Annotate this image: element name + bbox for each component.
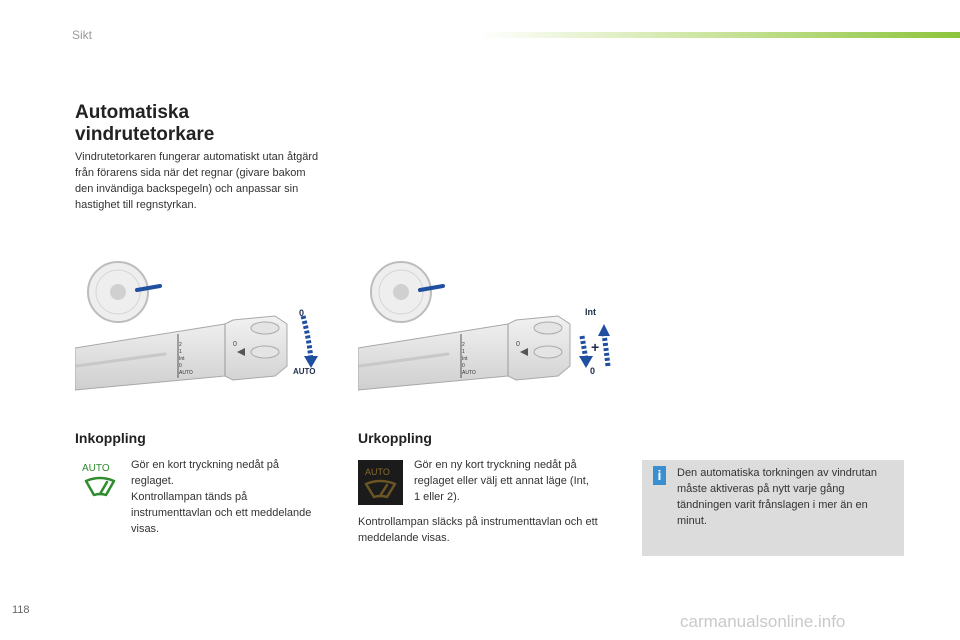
stalk-label: AUTO bbox=[179, 370, 193, 376]
stalk-label: Int bbox=[179, 356, 185, 362]
auto-label: AUTO bbox=[365, 467, 390, 477]
page-title-line2: vindrutetorkare bbox=[75, 124, 215, 145]
stalk-label: 2 bbox=[462, 342, 465, 348]
position-label-bottom: 0 bbox=[590, 366, 596, 376]
urkoppling-text bbox=[414, 457, 614, 505]
section-title-urkoppling: Urkoppling bbox=[358, 430, 432, 446]
stalk-label: 1 bbox=[462, 349, 465, 355]
auto-wiper-icon bbox=[82, 461, 118, 501]
steering-wheel-icon bbox=[88, 262, 160, 322]
inkoppling-line: instrumenttavlan och ett meddelande bbox=[131, 507, 312, 519]
header-accent-bar bbox=[480, 32, 960, 38]
position-label-bottom: AUTO bbox=[293, 367, 316, 376]
inkoppling-line: reglaget. bbox=[131, 475, 174, 487]
stalk-label: Int bbox=[462, 356, 468, 362]
stalk-label: 0 bbox=[462, 363, 465, 369]
auto-label: AUTO bbox=[82, 463, 110, 474]
position-label-top: Int bbox=[585, 307, 596, 317]
info-text: Den automatiska torkningen av vindrutan måste aktiveras på nytt varje gång tändningen varit frånslagen i mer än en minut. bbox=[677, 467, 877, 527]
page-title-line1: Automatiska bbox=[75, 102, 190, 123]
info-icon: i bbox=[653, 466, 666, 485]
section-title-inkoppling: Inkoppling bbox=[75, 430, 146, 446]
urkoppling-line: Gör en ny kort tryckning nedåt på bbox=[414, 459, 577, 471]
urkoppling-text-2: Kontrollampan släcks på instrumenttavlan och ett meddelande visas. bbox=[358, 516, 598, 544]
watermark: carmanualsonline.info bbox=[680, 612, 846, 631]
section-header: Sikt bbox=[72, 28, 93, 42]
urkoppling-line: reglaget eller välj ett annat läge (Int, bbox=[414, 475, 589, 487]
plus-icon: + bbox=[591, 339, 600, 355]
inkoppling-text bbox=[131, 457, 341, 537]
stalk-label: 2 bbox=[179, 342, 182, 348]
inkoppling-line: Gör en kort tryckning nedåt på bbox=[131, 459, 279, 471]
stalk-label: 1 bbox=[179, 349, 182, 355]
svg-text:0: 0 bbox=[516, 341, 520, 348]
arrow-up-icon bbox=[598, 324, 610, 336]
auto-wiper-off-icon bbox=[358, 460, 403, 505]
svg-text:0: 0 bbox=[233, 341, 237, 348]
stalk-label: AUTO bbox=[462, 370, 476, 376]
stalk-label: 0 bbox=[179, 363, 182, 369]
inkoppling-line: Kontrollampan tänds på bbox=[131, 491, 248, 503]
steering-wheel-icon bbox=[371, 262, 443, 322]
urkoppling-line: 1 eller 2). bbox=[414, 491, 460, 503]
wiper-stalk-illustration-auto bbox=[75, 256, 331, 396]
intro-paragraph: Vindrutetorkaren fungerar automatiskt utan åtgärd från förarens sida när det regnar (givare bakom den invändiga backspegeln) och anpassar sin hastighet till regnstyrkan. bbox=[75, 151, 319, 211]
page-number: 118 bbox=[12, 604, 30, 616]
inkoppling-line: visas. bbox=[131, 523, 160, 535]
position-label-top: 0 bbox=[299, 308, 305, 318]
wiper-stalk-illustration-int bbox=[358, 256, 614, 396]
page-title bbox=[75, 102, 214, 146]
